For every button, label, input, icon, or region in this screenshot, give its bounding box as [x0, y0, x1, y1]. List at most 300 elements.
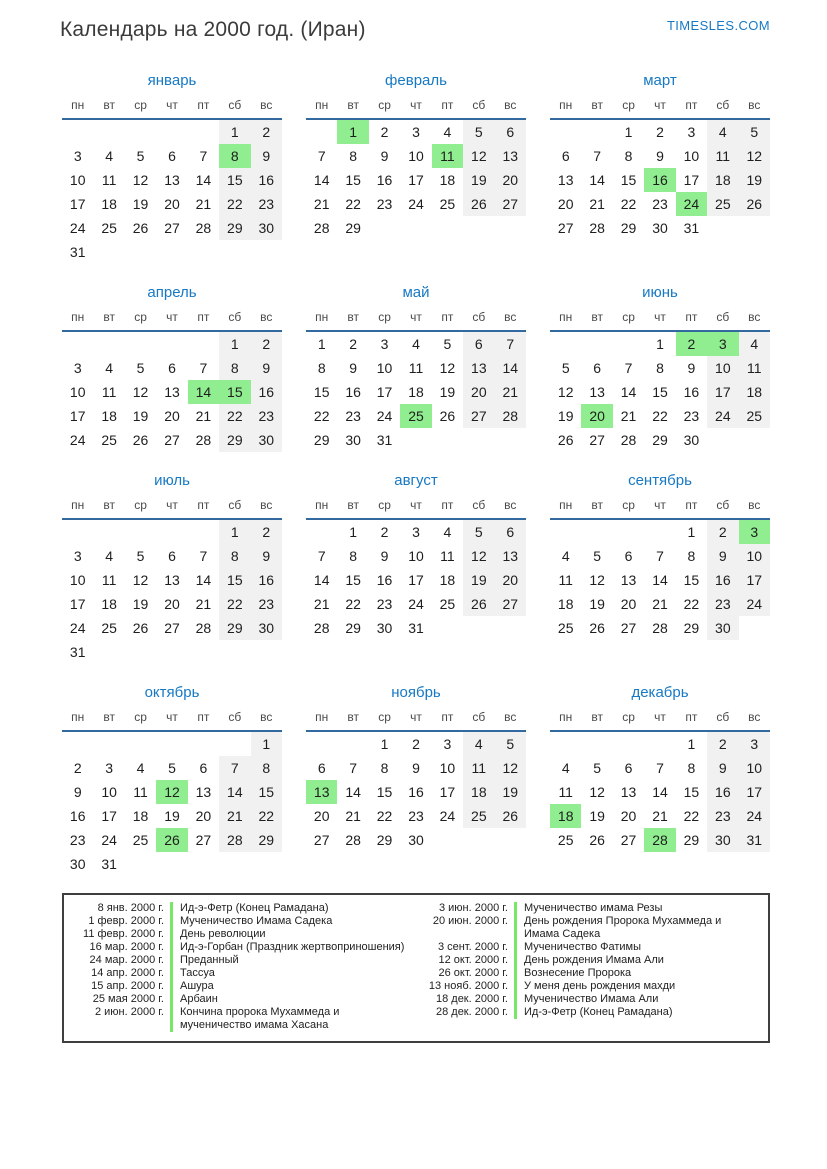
- day-cell: 28: [495, 404, 526, 428]
- weekday-header: ср: [369, 707, 400, 731]
- weekday-header: вс: [495, 707, 526, 731]
- weekday-header: пт: [432, 707, 463, 731]
- day-cell: [581, 519, 612, 544]
- day-cell: 5: [136, 548, 145, 564]
- day-cell: 21: [652, 596, 668, 612]
- weekday-header-row: [306, 307, 526, 331]
- month-title: июль: [154, 472, 190, 489]
- day-cell: 2: [251, 331, 282, 356]
- day-cell: 26: [132, 432, 149, 448]
- weekday-header: вс: [495, 495, 526, 519]
- day-cell: 10: [707, 356, 738, 380]
- day-cell: 4: [105, 148, 114, 164]
- week-row: [62, 192, 282, 216]
- legend-item-label: День рождения Имама Али: [524, 954, 664, 966]
- weekday-header: ср: [125, 707, 156, 731]
- day-cell: 6: [495, 119, 526, 144]
- weekday-header: вт: [581, 95, 612, 119]
- day-cell: 2: [412, 736, 420, 752]
- day-cell: 30: [345, 432, 361, 448]
- day-cell: 17: [101, 808, 117, 824]
- day-cell: 19: [739, 168, 770, 192]
- day-cell: 4: [561, 760, 570, 776]
- week-row: [550, 119, 770, 144]
- week-row: [306, 404, 526, 428]
- month-9: [550, 472, 770, 664]
- holiday-marker-bar: [514, 954, 517, 967]
- day-cell: [550, 119, 581, 144]
- month-title: февраль: [385, 72, 447, 89]
- month-1: [62, 72, 282, 264]
- day-cell: [432, 428, 463, 452]
- day-cell: 7: [593, 148, 602, 164]
- day-cell: 17: [376, 384, 393, 400]
- day-cell: 4: [443, 124, 452, 140]
- day-cell: 1: [687, 524, 696, 540]
- weekday-header: пн: [62, 307, 93, 331]
- day-cell: 25: [707, 192, 738, 216]
- weekday-header: чт: [400, 707, 431, 731]
- day-cell: 23: [376, 196, 393, 212]
- day-cell: 23: [408, 808, 424, 824]
- holiday-day-cell: 15: [219, 380, 250, 404]
- day-cell: 15: [219, 568, 250, 592]
- legend-item-label: День революции: [180, 928, 266, 940]
- week-row: [62, 216, 282, 240]
- day-cell: 15: [620, 172, 637, 188]
- day-cell: 7: [656, 548, 664, 564]
- week-row: [306, 216, 526, 240]
- day-cell: 24: [69, 432, 86, 448]
- day-cell: 11: [440, 548, 455, 564]
- day-cell: 5: [136, 148, 145, 164]
- day-cell: [188, 240, 219, 264]
- day-cell: [400, 216, 431, 240]
- day-cell: [156, 331, 187, 356]
- day-cell: 21: [620, 408, 637, 424]
- legend-item-date: 24 мар. 2000 г.: [89, 954, 164, 966]
- day-cell: 23: [376, 596, 393, 612]
- day-cell: 5: [136, 360, 145, 376]
- weekday-header-row: [62, 307, 282, 331]
- week-row: [62, 731, 282, 756]
- day-cell: 7: [219, 756, 250, 780]
- month-2: [306, 72, 526, 264]
- day-cell: 7: [624, 360, 633, 376]
- weekday-header-row: [62, 707, 282, 731]
- weekday-header-row: [62, 95, 282, 119]
- month-title: май: [402, 284, 430, 301]
- site-link[interactable]: TIMESLES.COM: [666, 18, 770, 33]
- month-table: [306, 307, 526, 452]
- legend-item-label: Ид-э-Фетр (Конец Рамадана): [180, 902, 329, 914]
- day-cell: 6: [199, 760, 208, 776]
- weekday-header: пт: [188, 495, 219, 519]
- holiday-day-cell: 12: [156, 780, 187, 804]
- week-row: [550, 828, 770, 852]
- day-cell: 15: [251, 780, 282, 804]
- week-row: [550, 168, 770, 192]
- day-cell: 29: [683, 832, 700, 848]
- weekday-header: сб: [219, 95, 250, 119]
- month-3: [550, 72, 770, 264]
- holiday-marker-bar: [514, 993, 517, 1006]
- holiday-day-cell: 26: [156, 828, 187, 852]
- week-row: [550, 331, 770, 356]
- holiday-day-cell: 28: [644, 828, 675, 852]
- legend-item: [72, 1006, 416, 1032]
- day-cell: [156, 852, 187, 876]
- day-cell: 13: [557, 172, 574, 188]
- day-cell: [613, 331, 644, 356]
- day-cell: 1: [219, 119, 250, 144]
- day-cell: 20: [620, 808, 637, 824]
- week-row: [62, 144, 282, 168]
- day-cell: [707, 428, 738, 452]
- legend-item: [72, 915, 416, 928]
- day-cell: 11: [408, 360, 424, 376]
- holiday-marker-bar: [170, 902, 173, 915]
- legend-item-label: Арбаин: [180, 993, 218, 1005]
- day-cell: 14: [652, 572, 668, 588]
- day-cell: 15: [313, 384, 330, 400]
- legend-column-right: [416, 902, 760, 1032]
- day-cell: 23: [707, 804, 738, 828]
- day-cell: 4: [412, 336, 420, 352]
- day-cell: [251, 240, 282, 264]
- legend-item-date: 18 дек. 2000 г.: [435, 993, 508, 1005]
- weekday-header: пт: [188, 707, 219, 731]
- day-cell: 13: [495, 544, 526, 568]
- day-cell: [495, 428, 526, 452]
- weekday-header: ср: [613, 495, 644, 519]
- day-cell: 13: [589, 384, 605, 400]
- day-cell: 4: [105, 360, 114, 376]
- holiday-marker-bar: [514, 980, 517, 993]
- day-cell: [432, 616, 463, 640]
- day-cell: 22: [683, 596, 700, 612]
- day-cell: 18: [408, 384, 424, 400]
- legend-item: [72, 902, 416, 915]
- day-cell: 29: [251, 828, 282, 852]
- day-cell: 18: [557, 596, 574, 612]
- week-row: [62, 119, 282, 144]
- holiday-day-cell: 20: [581, 404, 612, 428]
- week-row: [550, 428, 770, 452]
- legend-item-date: 26 окт. 2000 г.: [438, 967, 508, 979]
- weekday-header: вт: [93, 707, 124, 731]
- week-row: [550, 544, 770, 568]
- day-cell: [219, 852, 250, 876]
- weekday-header: сб: [219, 495, 250, 519]
- day-cell: 12: [589, 784, 605, 800]
- day-cell: 12: [132, 384, 149, 400]
- weekday-header: пт: [432, 495, 463, 519]
- day-cell: [581, 119, 612, 144]
- weekday-header-row: [62, 495, 282, 519]
- holiday-marker-bar: [514, 902, 517, 915]
- day-cell: 25: [739, 404, 770, 428]
- day-cell: 14: [345, 784, 361, 800]
- day-cell: 9: [251, 144, 282, 168]
- day-cell: [219, 240, 250, 264]
- month-title: ноябрь: [391, 684, 441, 701]
- day-cell: 4: [105, 548, 114, 564]
- day-cell: 30: [376, 620, 393, 636]
- weekday-header: сб: [219, 307, 250, 331]
- day-cell: 12: [132, 572, 149, 588]
- day-cell: 30: [652, 220, 668, 236]
- day-cell: 28: [195, 620, 212, 636]
- day-cell: [306, 519, 337, 544]
- day-cell: 2: [73, 760, 82, 776]
- day-cell: 17: [69, 196, 86, 212]
- day-cell: 10: [439, 760, 456, 776]
- legend-item-label: Вознесение Пророка: [524, 967, 632, 979]
- weekday-header: вс: [739, 95, 770, 119]
- day-cell: 21: [219, 804, 250, 828]
- day-cell: [62, 331, 93, 356]
- day-cell: 9: [707, 756, 738, 780]
- weekday-header-row: [306, 495, 526, 519]
- day-cell: 8: [687, 760, 696, 776]
- weekday-header: пт: [432, 95, 463, 119]
- week-row: [62, 519, 282, 544]
- week-row: [550, 356, 770, 380]
- month-title: июнь: [642, 284, 678, 301]
- day-cell: 22: [251, 804, 282, 828]
- day-cell: 30: [251, 616, 282, 640]
- weekday-header: ср: [125, 95, 156, 119]
- week-row: [550, 144, 770, 168]
- day-cell: 12: [463, 144, 494, 168]
- legend-item: [416, 902, 760, 915]
- day-cell: [613, 731, 644, 756]
- day-cell: 26: [132, 620, 149, 636]
- month-table: [62, 95, 282, 264]
- day-cell: 29: [652, 432, 668, 448]
- weekday-header: пн: [550, 95, 581, 119]
- day-cell: 5: [463, 119, 494, 144]
- month-table: [306, 495, 526, 640]
- legend-item-label: Ашура: [180, 980, 214, 992]
- legend-item: [72, 993, 416, 1006]
- day-cell: 21: [345, 808, 361, 824]
- holiday-marker-bar: [170, 915, 173, 928]
- month-8: [306, 472, 526, 664]
- day-cell: 17: [408, 572, 424, 588]
- day-cell: 30: [707, 828, 738, 852]
- weekday-header: чт: [156, 307, 187, 331]
- legend-item-label: Тассуа: [180, 967, 215, 979]
- weekday-header: сб: [219, 707, 250, 731]
- day-cell: [156, 519, 187, 544]
- day-cell: 5: [495, 731, 526, 756]
- day-cell: 12: [463, 544, 494, 568]
- day-cell: 30: [251, 428, 282, 452]
- day-cell: 19: [589, 596, 605, 612]
- day-cell: 25: [439, 596, 456, 612]
- holiday-marker-bar: [170, 980, 173, 993]
- week-row: [62, 804, 282, 828]
- day-cell: 26: [495, 804, 526, 828]
- weekday-header: пн: [306, 495, 337, 519]
- day-cell: 24: [707, 404, 738, 428]
- day-cell: 1: [656, 336, 664, 352]
- day-cell: 20: [495, 168, 526, 192]
- legend-item: [416, 915, 760, 941]
- week-row: [62, 380, 282, 404]
- day-cell: [306, 731, 337, 756]
- day-cell: 21: [195, 408, 212, 424]
- day-cell: 4: [739, 331, 770, 356]
- month-table: [550, 495, 770, 640]
- legend-item-label: Преданный: [180, 954, 239, 966]
- day-cell: 17: [683, 172, 700, 188]
- week-row: [62, 616, 282, 640]
- day-cell: 28: [313, 220, 330, 236]
- week-row: [306, 804, 526, 828]
- legend-item-label: Ид-э-Горбан (Праздник жертвоприношения): [180, 941, 405, 953]
- day-cell: 10: [69, 172, 86, 188]
- week-row: [550, 216, 770, 240]
- day-cell: 14: [313, 172, 330, 188]
- holiday-day-cell: 3: [707, 331, 738, 356]
- day-cell: 29: [620, 220, 637, 236]
- day-cell: 27: [620, 832, 637, 848]
- day-cell: 14: [620, 384, 637, 400]
- day-cell: 18: [463, 780, 494, 804]
- day-cell: [463, 616, 494, 640]
- day-cell: 23: [707, 592, 738, 616]
- weekday-header: сб: [707, 707, 738, 731]
- day-cell: 28: [195, 220, 212, 236]
- day-cell: 6: [317, 760, 326, 776]
- day-cell: 2: [251, 119, 282, 144]
- weekday-header: пн: [62, 495, 93, 519]
- day-cell: [550, 731, 581, 756]
- week-row: [550, 616, 770, 640]
- day-cell: 3: [412, 124, 420, 140]
- day-cell: 6: [561, 148, 570, 164]
- day-cell: 8: [219, 544, 250, 568]
- day-cell: 31: [69, 644, 86, 660]
- weekday-header-row: [550, 495, 770, 519]
- day-cell: 7: [199, 548, 208, 564]
- legend-item-label: Мученичество Имама Садека: [180, 915, 333, 927]
- day-cell: 2: [349, 336, 358, 352]
- day-cell: 25: [132, 832, 149, 848]
- weekday-header: пн: [62, 707, 93, 731]
- day-cell: 18: [101, 196, 117, 212]
- weekday-header: чт: [400, 95, 431, 119]
- day-cell: 26: [739, 192, 770, 216]
- day-cell: 12: [439, 360, 456, 376]
- day-cell: 9: [656, 148, 664, 164]
- day-cell: [62, 519, 93, 544]
- weekday-header: вс: [739, 707, 770, 731]
- day-cell: 15: [345, 572, 361, 588]
- holiday-marker-bar: [514, 915, 517, 941]
- day-cell: [93, 519, 124, 544]
- week-row: [306, 828, 526, 852]
- day-cell: 22: [313, 408, 330, 424]
- day-cell: 7: [199, 360, 208, 376]
- week-row: [550, 519, 770, 544]
- weekday-header: вс: [251, 95, 282, 119]
- day-cell: [125, 852, 156, 876]
- legend-item-label: День рождения Пророка Мухаммеда и Имама Садека: [524, 915, 722, 940]
- month-title: сентябрь: [628, 472, 692, 489]
- day-cell: 15: [652, 384, 668, 400]
- weekday-header: чт: [644, 707, 675, 731]
- day-cell: 13: [620, 572, 637, 588]
- day-cell: 11: [463, 756, 494, 780]
- day-cell: 29: [219, 428, 250, 452]
- week-row: [306, 592, 526, 616]
- week-row: [550, 756, 770, 780]
- day-cell: 9: [380, 148, 389, 164]
- day-cell: 23: [652, 196, 668, 212]
- day-cell: 19: [132, 408, 149, 424]
- day-cell: 11: [101, 172, 117, 188]
- day-cell: 2: [707, 731, 738, 756]
- day-cell: 21: [589, 196, 605, 212]
- week-row: [306, 119, 526, 144]
- day-cell: [125, 731, 156, 756]
- day-cell: [644, 519, 675, 544]
- day-cell: 29: [345, 620, 361, 636]
- holiday-marker-bar: [514, 967, 517, 980]
- day-cell: 24: [739, 804, 770, 828]
- day-cell: [400, 428, 431, 452]
- day-cell: 25: [557, 832, 574, 848]
- day-cell: 1: [624, 124, 633, 140]
- week-row: [550, 804, 770, 828]
- day-cell: 21: [495, 380, 526, 404]
- month-title: декабрь: [631, 684, 689, 701]
- day-cell: 10: [408, 548, 424, 564]
- week-row: [62, 240, 282, 264]
- legend-item-date: 12 окт. 2000 г.: [438, 954, 508, 966]
- weekday-header: вт: [337, 495, 368, 519]
- week-row: [62, 568, 282, 592]
- day-cell: 16: [707, 780, 738, 804]
- day-cell: 30: [707, 616, 738, 640]
- day-cell: [581, 731, 612, 756]
- weekday-header: вс: [251, 707, 282, 731]
- legend-item: [416, 993, 760, 1006]
- day-cell: 2: [380, 524, 389, 540]
- weekday-header: вт: [581, 707, 612, 731]
- day-cell: 5: [463, 519, 494, 544]
- holiday-day-cell: 2: [676, 331, 707, 356]
- day-cell: 14: [195, 572, 212, 588]
- day-cell: 22: [683, 808, 700, 824]
- day-cell: 17: [739, 780, 770, 804]
- weekday-header: ср: [369, 307, 400, 331]
- weekday-header: пт: [188, 95, 219, 119]
- day-cell: 24: [69, 220, 86, 236]
- weekday-header: чт: [644, 307, 675, 331]
- day-cell: 14: [219, 780, 250, 804]
- day-cell: 5: [593, 548, 602, 564]
- day-cell: 3: [380, 336, 389, 352]
- day-cell: 5: [168, 760, 176, 776]
- day-cell: 27: [557, 220, 574, 236]
- day-cell: 16: [251, 168, 282, 192]
- day-cell: 3: [105, 760, 114, 776]
